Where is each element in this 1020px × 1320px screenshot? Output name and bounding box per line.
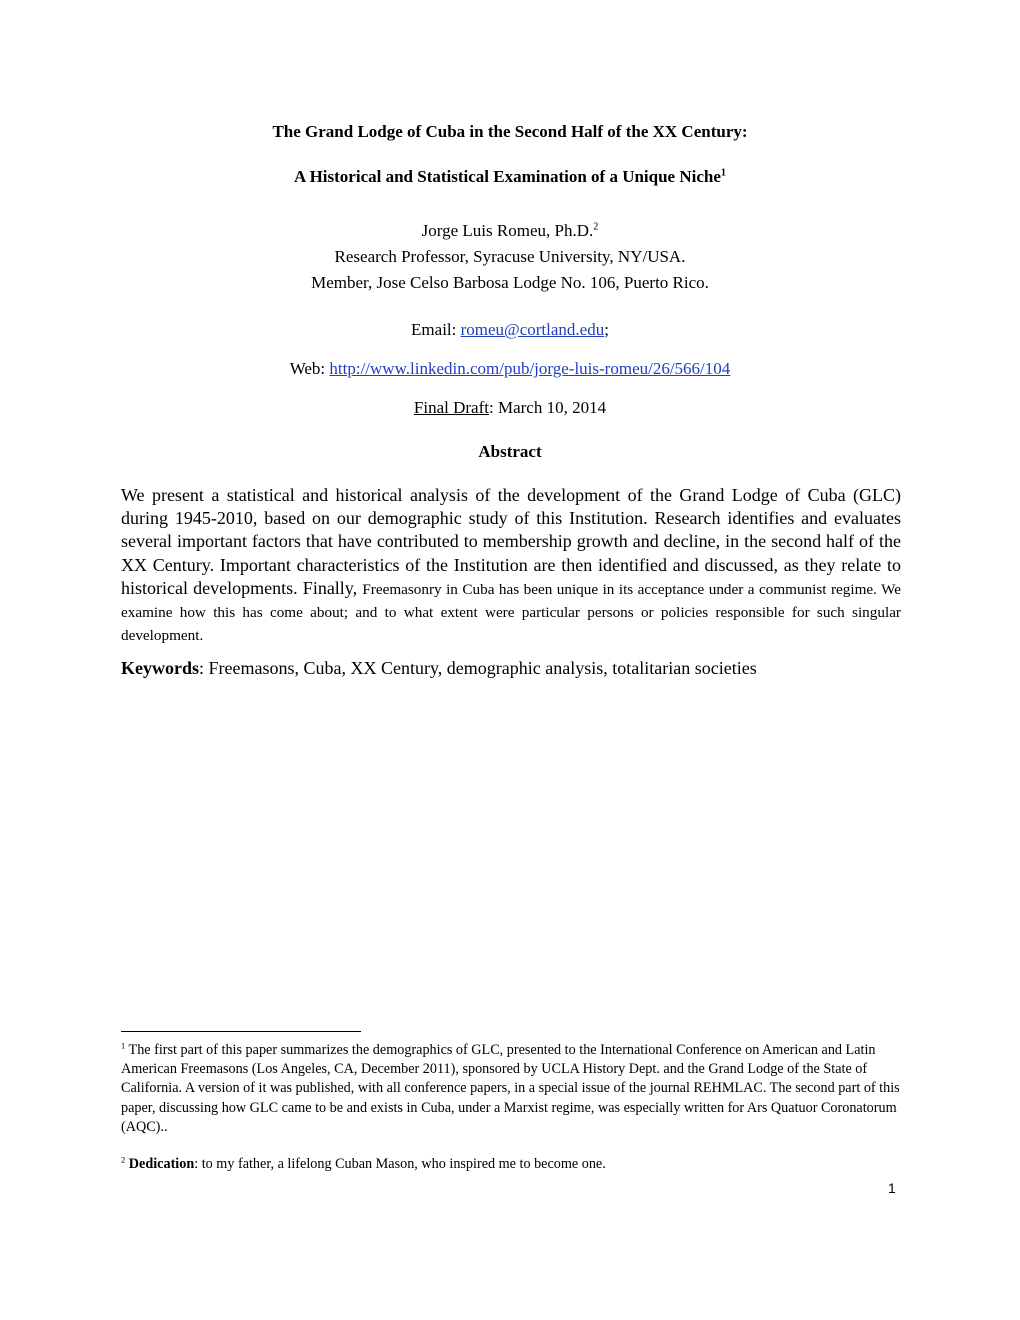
footnote-1 (121, 1041, 906, 1137)
abstract-body (121, 484, 901, 646)
footnote-1-mark: 1 (121, 1040, 126, 1051)
footnote-2-mark: 2 (121, 1154, 126, 1165)
footnote-divider (121, 1031, 361, 1032)
email-line (0, 320, 1020, 340)
paper-subtitle (0, 167, 1020, 187)
web-line (0, 359, 1020, 379)
author-name-line (0, 218, 1020, 244)
author-position: Research Professor, Syracuse University, NY/USA. (334, 247, 686, 266)
keywords-text: : Freemasons, Cuba, XX Century, demographic analysis, totalitarian societies (199, 658, 757, 678)
draft-date: : March 10, 2014 (488, 398, 607, 417)
footnote-ref-2[interactable]: 2 (593, 221, 599, 233)
abstract-text-small: Freemasonry in Cuba has been unique in its acceptance under a communist regime. We examine how this has come about; and to what extent were particular persons or policies responsible for such singular development. (121, 580, 901, 645)
footnote-2-label: Dedication (128, 1156, 195, 1172)
footnote-ref-1[interactable]: 1 (720, 167, 726, 179)
draft-line (0, 398, 1020, 418)
email-link[interactable]: romeu@cortland.edu (460, 320, 605, 339)
keywords-line (121, 658, 911, 679)
footnote-1-text: The first part of this paper summarizes the demographics of GLC, presented to the International Conference on American and Latin American Freemasons (Los Angeles, CA, December 2011), sponsored by UCLA History Dept. and the Grand Lodge of the State of California. A version of it was published, with all conference papers, in a special issue of the journal REHMLAC. The second part of this paper, discussing how GLC came to be and exists in Cuba, under a Marxist regime, was especially written for Ars Quatuor Coronatorum (AQC).. (121, 1042, 900, 1135)
email-suffix: ; (604, 320, 609, 339)
abstract-heading: Abstract (478, 442, 542, 461)
footnote-2 (121, 1155, 906, 1174)
footnote-2-text: : to my father, a lifelong Cuban Mason, who inspired me to become one. (194, 1156, 606, 1172)
abstract-text-main: We present a statistical and historical analysis of the development of the Grand Lodge of Cuba (GLC) during 1945-2010, based on our demographic study of this Institution. Research identifies and evaluates several important factors that have contributed to membership growth and decline, in the second half of the XX Century. Important characteristics of the Institution are then identified and discussed, as they relate to historical developments. Finally, (121, 485, 901, 598)
email-label: Email: (411, 320, 461, 339)
web-label: Web: (289, 359, 330, 378)
paper-title (0, 122, 1020, 142)
author-membership: Member, Jose Celso Barbosa Lodge No. 106, Puerto Rico. (311, 273, 709, 292)
keywords-label: Keywords (121, 658, 199, 678)
author-name: Jorge Luis Romeu, Ph.D. (421, 221, 594, 240)
page-number: 1 (888, 1180, 896, 1196)
draft-label: Final Draft (413, 398, 489, 417)
title-line-1: The Grand Lodge of Cuba in the Second Half of the XX Century: (272, 122, 748, 141)
title-line-2: A Historical and Statistical Examination of a Unique Niche (293, 167, 721, 186)
web-link[interactable]: http://www.linkedin.com/pub/jorge-luis-romeu/26/566/104 (329, 359, 731, 378)
